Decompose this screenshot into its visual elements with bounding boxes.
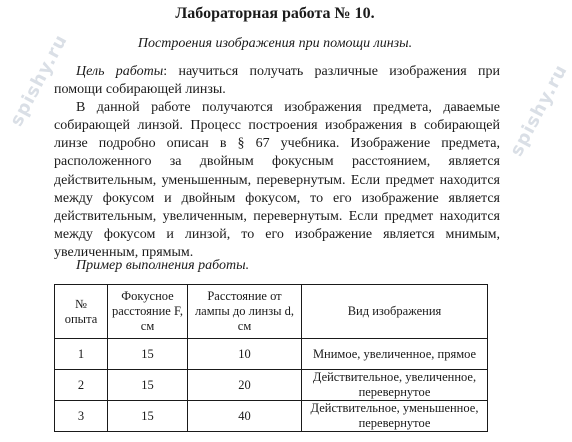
page-title: Лабораторная работа № 10.	[175, 5, 375, 22]
cell-lamp-distance: 20	[188, 370, 302, 401]
header-focal-length: Фокусное расстояние F, см	[108, 285, 188, 339]
example-label: Пример выполнения работы.	[76, 258, 250, 273]
results-table	[54, 284, 488, 432]
header-experiment-number: № опыта	[55, 285, 108, 339]
goal-label: Цель работы	[76, 64, 164, 79]
table-row	[55, 339, 488, 370]
goal-text: : научиться получать различные изображения при помощи собирающей линзы.	[54, 64, 500, 98]
cell-experiment-number: 2	[55, 370, 108, 401]
watermark-left: spishy.ru	[6, 30, 72, 130]
watermark-right: spishy.ru	[506, 60, 572, 160]
cell-lamp-distance: 10	[188, 339, 302, 370]
table-header-row	[55, 285, 488, 339]
cell-image-type: Действительное, увеличенное, перевернутое	[302, 370, 488, 401]
table-row	[55, 401, 488, 432]
cell-experiment-number: 3	[55, 401, 108, 432]
cell-focal-length: 15	[108, 401, 188, 432]
cell-image-type: Действительное, уменьшенное, перевернутое	[302, 401, 488, 432]
header-image-type: Вид изображения	[302, 285, 488, 339]
cell-image-type: Мнимое, увеличенное, прямое	[302, 339, 488, 370]
body-paragraph: В данной работе получаются изображения предмета, даваемые собирающей линзой. Процесс построения изображения в собирающей линзе подробно описан в § 67 учебника. Изображение предмета, расположенного за двойным фокусным расстоянием, является действительным, уменьшенным, перевернутым. Если предмет находится между фокусом и двойным фокусом, то его изображение является действительным, увеличенным, перевернутым. Если предмет находится между фокусом и линзой, то его изображение является мнимым, увеличенным, прямым.	[54, 100, 500, 260]
body-text	[54, 63, 500, 262]
header-lamp-distance: Расстояние от лампы до линзы d, см	[188, 285, 302, 339]
cell-experiment-number: 1	[55, 339, 108, 370]
page-subtitle: Построения изображения при помощи линзы.	[137, 36, 413, 51]
cell-focal-length: 15	[108, 370, 188, 401]
cell-focal-length: 15	[108, 339, 188, 370]
cell-lamp-distance: 40	[188, 401, 302, 432]
table-row	[55, 370, 488, 401]
goal-paragraph	[54, 63, 500, 99]
